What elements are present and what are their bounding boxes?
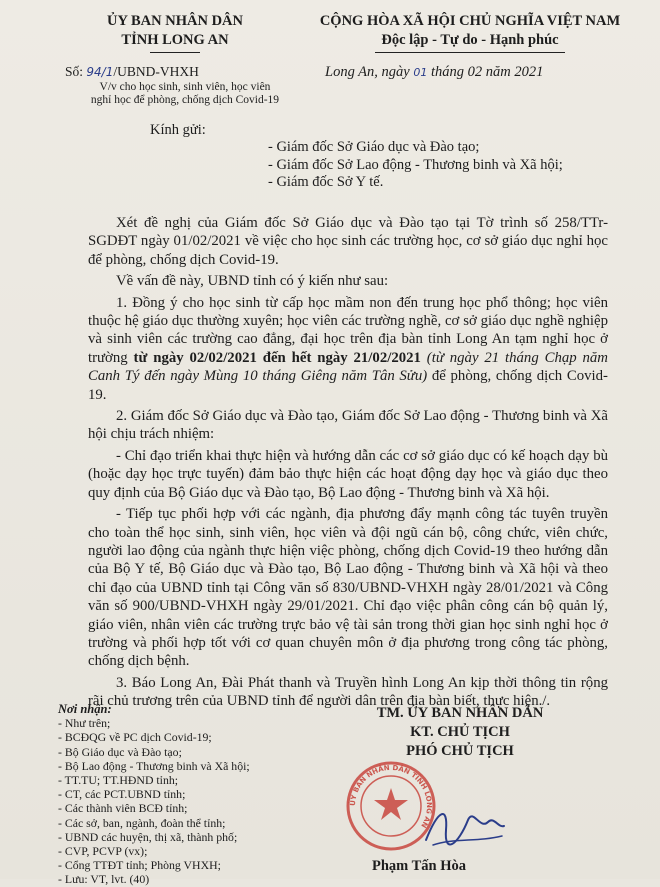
seal-text: ỦY BAN NHÂN DÂN TỈNH LONG AN bbox=[348, 763, 434, 830]
signature-line2: KT. CHỦ TỊCH bbox=[410, 724, 510, 740]
signature-line3: PHÓ CHỦ TỊCH bbox=[406, 743, 514, 759]
body-paragraph-7: 3. Báo Long An, Đài Phát thanh và Truyền hình Long An kịp thời thông tin rộng rãi chủ trương trên của UBND tỉnh để người dân trên địa bàn biết, thực hiện./. bbox=[88, 674, 608, 710]
national-title: CỘNG HÒA XÃ HỘI CHỦ NGHĨA VIỆT NAM bbox=[319, 13, 621, 29]
issuer-underline bbox=[150, 52, 200, 53]
issuer-line2: TỈNH LONG AN bbox=[121, 32, 229, 48]
body-paragraph-6: - Tiếp tục phối hợp với các ngành, địa phương đẩy mạnh công tác tuyên truyền cho toàn thể học sinh, sinh viên, học viên và đội ngũ cán bộ, công chức, viên chức, người lao động của ngành thực hiện việc phòng, chống dịch Covid-19 theo hướng dẫn của Bộ Y tế, Bộ Giáo dục và Đào tạo, Bộ Lao động - Thương binh và Xã hội và theo chỉ đạo của UBND tỉnh tại Công văn số 830/UBND-VHXH ngày 28/01/2021 và Công văn số 900/UBND-VHXH ngày 29/01/2021. Chỉ đạo việc phân công cán bộ quản lý, giáo viên, nhân viên các trường trực bảo vệ tài sản trong thời gian học sinh nghỉ học ở trường và phối hợp tốt với cơ quan chuyên môn ở địa phương trong công tác phòng, chống dịch bệnh. bbox=[88, 506, 608, 670]
document-number-prefix: Số: bbox=[65, 64, 87, 79]
body-paragraph-2: Về vấn đề này, UBND tỉnh có ý kiến như sau: bbox=[116, 273, 389, 290]
subject-line1: V/v cho học sinh, sinh viên, học viên bbox=[99, 81, 271, 93]
signature-block bbox=[335, 704, 585, 761]
national-motto: Độc lập - Tự do - Hạnh phúc bbox=[381, 32, 559, 48]
handwritten-signature-icon bbox=[418, 800, 508, 855]
p3-text: 1. Đồng ý cho học sinh từ cấp học mầm non đến trung học phổ thông; học viên thuộc hệ giáo dục thường xuyên; học viên các trường nghề, cơ sở giáo dục nghề nghiệp và sinh viên các trường cao đẳng, đại học trên địa bàn tỉnh Long An tạm nghỉ học ở trường bbox=[88, 294, 608, 366]
distribution-item: - BCĐQG về PC dịch Covid-19; bbox=[58, 730, 308, 744]
distribution-item: - Các thành viên BCĐ tỉnh; bbox=[58, 801, 308, 815]
distribution-item: - CT, các PCT.UBND tỉnh; bbox=[58, 787, 308, 801]
distribution-heading: Nơi nhận: bbox=[58, 702, 112, 716]
issuer-header bbox=[60, 12, 290, 53]
p3-date-range: từ ngày 02/02/2021 đến hết ngày 21/02/2021 bbox=[133, 349, 421, 366]
document-number-handwritten: 94/1 bbox=[86, 65, 114, 79]
distribution-item: - UBND các huyện, thị xã, thành phố; bbox=[58, 830, 308, 844]
recipient-item: - Giám đốc Sở Y tế. bbox=[268, 174, 384, 190]
recipient-list bbox=[268, 139, 563, 192]
distribution-item: - Các sở, ban, ngành, đoàn thể tỉnh; bbox=[58, 816, 308, 830]
salutation: Kính gửi: bbox=[150, 122, 206, 138]
p3-lunar-dates: (từ ngày 21 tháng Chạp năm Canh Tý đến ngày Mùng 10 tháng Giêng năm Tân Sửu) bbox=[88, 349, 608, 385]
document-body bbox=[88, 214, 608, 714]
distribution-item: - Bộ Lao động - Thương binh và Xã hội; bbox=[58, 759, 308, 773]
signer-name: Phạm Tấn Hòa bbox=[372, 858, 467, 874]
subject-line2: nghỉ học để phòng, chống dịch Covid-19 bbox=[90, 94, 280, 106]
document-subject bbox=[55, 81, 315, 107]
issuer-line1: ỦY BAN NHÂN DÂN bbox=[106, 13, 243, 29]
signature-line1: TM. ỦY BAN NHÂN DÂN bbox=[376, 705, 544, 721]
distribution-item: - Lưu: VT, lvt. (40) bbox=[58, 872, 308, 886]
body-paragraph-5: - Chỉ đạo triển khai thực hiện và hướng dẫn các cơ sở giáo dục có kế hoạch dạy bù (hoặc dạy học trực tuyến) đảm bảo thực hiện các hoạt động dạy học và giáo dục theo quy định của Bộ Giáo dục và Đào tạo, Bộ Lao động - Thương binh và Xã hội. bbox=[88, 447, 608, 501]
distribution-item: - TT.TU; TT.HĐND tỉnh; bbox=[58, 773, 308, 787]
distribution-item: - Cổng TTĐT tỉnh; Phòng VHXH; bbox=[58, 858, 308, 872]
recipient-item: - Giám đốc Sở Giáo dục và Đào tạo; bbox=[268, 139, 480, 155]
motto-underline bbox=[375, 52, 565, 53]
place-date bbox=[325, 64, 543, 81]
recipient-item: - Giám đốc Sở Lao động - Thương binh và Xã hội; bbox=[268, 156, 563, 173]
body-paragraph-1: Xét đề nghị của Giám đốc Sở Giáo dục và Đào tạo tại Tờ trình số 258/TTr-SGDĐT ngày 01/02/2021 về việc cho học sinh các trường học, cơ sở giáo dục nghỉ học để phòng, chống dịch Covid-19. bbox=[88, 215, 608, 268]
distribution-item: - CVP, PCVP (vx); bbox=[58, 844, 308, 858]
place-date-day: 01 bbox=[413, 66, 428, 79]
p3-end: để phòng, chống dịch Covid-19. bbox=[88, 368, 608, 403]
body-paragraph-3 bbox=[88, 294, 608, 404]
distribution-item: - Như trên; bbox=[58, 716, 308, 730]
body-paragraph-4: 2. Giám đốc Sở Giáo dục và Đào tạo, Giám đốc Sở Lao động - Thương binh và Xã hội chịu trách nhiệm: bbox=[88, 408, 608, 443]
place-date-start: Long An, ngày bbox=[325, 64, 414, 80]
document-number bbox=[65, 64, 199, 80]
distribution-item: - Bộ Giáo dục và Đào tạo; bbox=[58, 745, 308, 759]
place-date-end: tháng 02 năm 2021 bbox=[427, 64, 544, 80]
national-header bbox=[285, 12, 655, 53]
distribution-list bbox=[58, 702, 308, 887]
document-number-suffix: /UBND-VHXH bbox=[113, 64, 199, 79]
